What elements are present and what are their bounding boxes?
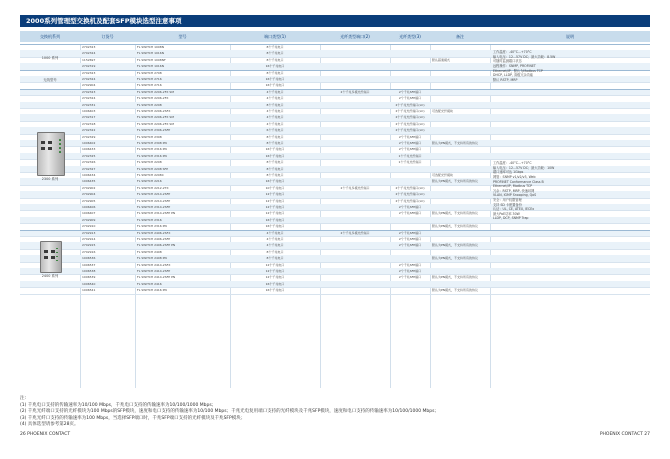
rj45-port [48,141,52,144]
table-cell: 16个千兆电口 [265,64,285,69]
table-cell: FL SWITCH 2206-2FX SM [137,89,174,94]
spec-line: Ethernet/IP，默认为Modbus TCP [493,68,543,73]
table-cell: 默认为PN模式，不支持所有的协议 [432,141,479,145]
table-cell: 8个千兆电口 [266,134,284,139]
table-cell: 1006402 [82,141,96,145]
table-cell: FL SWITCH 2206-2SFX [137,109,171,113]
rj45-port [51,250,55,253]
table-cell: 默认超速模式 [432,57,451,62]
rj45-port [41,141,45,144]
table-cell: 2个千兆SFP端口 [398,262,422,267]
spec-line: 默认 RSTP, MRP [493,77,518,82]
table-cell: 8个千兆电口 [266,51,284,56]
spec-description [493,50,555,82]
table-cell: FL SWITCH 2316 PN [137,147,167,152]
table-cell: 8个千兆电口 [266,102,284,107]
table-cell: FL SWITCH 2212-2TX [137,185,169,190]
column-header: 型号 [178,34,187,39]
table-cell: 默认为PN模式，不支持所有的协议 [432,243,479,248]
table-cell: 1006538 [82,269,96,273]
table-cell: 4个千兆电口 [266,230,284,235]
spec-line: 冗余：RSTP, MRP, 快速环网 [493,188,535,193]
table-cell: 2702909 [82,217,96,222]
table-cell: 1006407 [82,211,96,216]
table-cell: 4个千兆电口 [266,109,284,113]
table-cell: 2702915 [82,243,96,248]
table-cell: 12个千兆电口 [265,192,285,197]
table-cell: 2个千兆光纤端口(LC) [395,109,425,113]
table-cell: 2个千兆SFP端口 [398,96,422,101]
table-cell: 4个千兆电口 [266,89,284,94]
table-cell: 可选配光纤模块 [432,109,454,113]
table-cell: 4个千兆电口 [266,115,284,120]
table-cell: FL SWITCH 2414-2SFP [137,269,171,273]
table-cell: 2702914 [82,237,96,241]
table-cell: FL SWITCH 1016N [137,51,164,56]
table-cell: 2702916 [82,249,96,254]
column-header: 端口类型(1) [264,34,286,39]
note-1: (1) 千兆电口支持的传输速率为10/100 Mbps，千兆电口支持的传输速率为10/100/1000 Mbps； [20,402,217,408]
table-cell: 2个千兆SFP端口 [398,269,422,273]
table-cell: 12个千兆电口 [265,275,285,280]
group-separator [20,44,650,45]
series-label: 2300 系列 [41,177,59,182]
table-cell: FL SWITCH 2416 [137,281,162,286]
table-cell: 16个千兆电口 [265,281,285,286]
group-separator [20,89,650,90]
rj45-port [44,250,48,253]
table-cell: 2个千兆光纤端口(LC) [395,198,425,203]
table-cell: 1个千兆光纤端口 [398,153,422,158]
table-cell: 2702329 [82,134,96,139]
page-title: 2000系列管理型交换机及配套SFP模块选型注意事项 [26,17,182,25]
table-cell: 6个千兆电口 [266,128,284,133]
table-cell: 2个千兆SFP端口 [398,237,422,241]
table-cell: FL SWITCH 2716 [137,77,162,81]
spec-line: LLDP, DCP, SNMP Trap [493,216,529,221]
table-cell: 1006536 [82,256,96,261]
spec-line: 输入电压：12...57V DC；最大功耗：10W [493,165,555,170]
table-cell: 默认为PN模式，不支持所有的协议 [432,224,479,229]
table-cell: 1006537 [82,262,96,267]
table-cell: 默认为PN模式，不支持所有的协议 [432,211,479,216]
table-cell: FL SWITCH 2316 [137,217,162,222]
table-cell: FL SWITCH 2316 PN [137,224,167,229]
table-cell: 2个千兆SFP端口 [398,243,422,248]
table-cell: 4个千兆电口 [266,96,284,101]
table-cell: 2702317 [82,115,96,120]
table-cell: FL SWITCH 1008N [137,45,164,49]
spec-line: 远程操作：SNMP, PROFINET [493,64,536,69]
table-cell: FL SWITCH 2406-2SFP PN [137,243,176,248]
table-cell: 12个千兆电口 [265,198,285,203]
table-cell: 2702324 [82,77,96,81]
table-cell: 8个千兆电口 [266,45,284,49]
table-cell: FL SWITCH 2408 [137,249,162,254]
table-cell: FL SWITCH 2314-2SFP PN [137,211,176,216]
table-cell: FL SWITCH 2206-2FX SM [137,121,174,126]
table-cell: 16个千兆电口 [265,288,285,293]
footer-right: PHOENIX CONTACT 27 [599,432,650,437]
table-cell: 8个千兆电口 [266,166,284,171]
table-cell: 默认为PN模式，不支持所有的协议 [432,256,479,261]
table-cell: 1006540 [82,281,96,286]
table-cell: 2个千兆光纤端口(LC) [395,115,425,120]
column-header: 光纤类型(3) [399,34,421,39]
table-cell: 12个千兆电口 [265,262,285,267]
spec-line: 输入电压：12...57V DC；最大功耗：8.5W [493,54,556,59]
table-cell: FL SWITCH 1008NF [137,57,166,62]
table-cell: 16个千兆电口 [265,153,285,158]
table-cell: 2个千兆SFP端口 [398,275,422,280]
table-cell: 2个千兆SFP端口 [398,211,422,216]
table-cell: FL SWITCH 2414-2SFX [137,262,171,267]
table-cell: 1006539 [82,275,96,280]
table-cell: 16个千兆电口 [265,77,285,81]
spec-line: 工作温度：-40°C...+70°C [493,161,532,166]
table-cell: FL SWITCH 2316 PN [137,153,167,158]
rj45-port [48,147,52,150]
table-cell: 2702323 [82,45,96,49]
table-cell: 默认为PN模式，不支持所有的协议 [432,275,479,280]
note-2: (2) 千兆光纤端口支持的光纤模块为100 Mbps的SFP模块，速度和电口支持的传输速率为10/100 Mbps；千兆光电复用端口支持的光纤模块及千兆SFP模块，速度和电口支持的传输速率为10/100/1000 Mbps； [20,409,439,415]
table-cell: 8个千兆电口 [266,70,284,75]
switch-large-icon [37,132,65,176]
table-cell: 2个千兆光纤端口(LC) [395,121,425,126]
column-header: 说明 [566,34,574,39]
table-cell: 2个千兆SFP端口 [398,134,422,139]
spec-line: 可随时监测端口状态 [493,59,522,64]
status-led [59,139,61,141]
status-led [59,143,61,145]
table-cell: 1152697 [82,57,96,62]
table-cell: FL SWITCH 2214-2SFP [137,192,171,197]
table-cell: 2702323 [82,89,96,94]
table-cell: FL SWITCH 2208C [137,173,164,177]
table-cell: 8个千兆电口 [266,160,284,165]
table-cell: 16个千兆电口 [265,179,285,184]
table-cell: 2702902 [82,185,96,190]
table-cell: FL SWITCH 2716 [137,83,162,88]
table-cell: 4个千兆电口 [266,243,284,248]
table-cell: 2个千兆SFP端口 [398,205,422,209]
table-cell: FL SWITCH 2216 [137,179,162,184]
spec-line: 安全：用户权限管理 [493,198,522,203]
table-cell: FL SWITCH 2414-2SFP PN [137,275,176,280]
column-header: 光纤类型端口(2) [340,34,370,39]
table-cell: 1个千兆光纤端口 [398,160,422,165]
table-cell: 2个千兆多模光纤端口 [340,89,370,94]
status-led [56,252,58,254]
table-cell: 1006435 [82,179,96,184]
table-cell: 16个千兆电口 [265,147,285,152]
spec-line: 工作温度：-40°C...+70°C [493,50,532,55]
selection-table [20,44,650,388]
table-cell: 16个千兆电口 [265,83,285,88]
spec-line: 支持 SD 卡配置备份 [493,202,522,207]
table-cell: FL SWITCH 2206-2FX [137,96,169,101]
table-cell: FL SWITCH 2308 [137,134,162,139]
table-cell: 可选配光纤模块 [432,173,454,177]
table-cell: FL SWITCH 1016N [137,64,164,69]
status-led [59,147,61,149]
table-cell: 2个千兆多模光纤端口 [340,185,370,190]
table-cell: 2个千兆SFP端口 [398,89,422,94]
table-cell: 2702913 [82,230,96,235]
table-cell: 2702910 [82,224,96,229]
table-cell: 2702319 [82,64,96,69]
column-header: 备注 [456,34,464,39]
table-cell: 默认为PN模式，不支持所有的协议 [432,179,479,184]
table-cell: FL SWITCH 2406-2SFX [137,230,171,235]
table-cell: 1006406 [82,205,96,209]
group-separator [20,230,650,231]
switch-small-icon [40,241,62,273]
table-cell: 2个千兆光纤端口(LC) [395,102,425,107]
table-cell: FL SWITCH 2308 PN [137,141,167,145]
table-cell: 10个千兆电口 [265,185,285,190]
table-cell: 1006433 [82,147,96,152]
table-cell: 8个千兆电口 [266,249,284,254]
status-led [56,260,58,262]
spec-description [493,161,554,221]
table-cell: 12个千兆电口 [265,269,285,273]
table-cell: 2702904 [82,83,96,88]
table-cell: 8个千兆电口 [266,173,284,177]
table-cell: 16个千兆电口 [265,217,285,222]
row-divider [20,294,650,295]
table-cell: 默认为PN模式，不支持所有的协议 [432,288,479,293]
table-cell: FL SWITCH 2214-2SFP [137,198,171,203]
table-cell: 2702322 [82,128,96,133]
table-cell: 12个千兆电口 [265,211,285,216]
footnotes [20,396,650,429]
status-led [56,256,58,258]
table-cell: 2个千兆光纤端口(LC) [395,185,425,190]
table-cell: FL SWITCH 2208 [137,160,162,165]
table-cell: FL SWITCH 2416 PN [137,288,167,293]
table-cell: FL SWITCH 2206-2FX SM [137,115,174,120]
spec-line: PROFINET Conformance Class B [493,179,544,184]
note-3: (3) 千兆光纤口支持的传输速率为100 Mbps，当选择SFP端口时，千兆SFP端口支持的光纤模块及千兆SFP模块； [20,415,246,421]
table-cell: FL SWITCH 2408 PN [137,256,167,261]
table-cell: 2个千兆光纤端口(LC) [395,128,425,133]
spec-line: Ethernet/IP, Modbus TCP [493,184,533,189]
table-cell: 2个千兆多模光纤端口 [340,230,370,235]
table-cell: 2个千兆光纤端口(LC) [395,192,425,197]
table-cell: 2702327 [82,166,96,171]
table-cell: 8个千兆电口 [266,57,284,62]
table-cell: 8个千兆电口 [266,256,284,261]
table-cell: 2702323 [82,70,96,75]
table-cell: 2个千兆SFP端口 [398,230,422,235]
spec-line: 网管：SNMP v1/v2/v3, Web [493,175,536,180]
table-cell: 2702331 [82,102,96,107]
spec-line: VLAN, IGMP Snooping, QoS [493,193,537,198]
footer-left: 26 PHOENIX CONTACT [20,432,71,437]
table-cell: 8个千兆电口 [266,141,284,145]
table-cell: 2702324 [82,51,96,56]
group-separator [20,70,650,71]
table-cell: 12个千兆电口 [265,205,285,209]
spec-line: 端口速率可达 1Gbps [493,170,524,175]
table-cell: 2702318 [82,121,96,126]
table-cell: FL SWITCH 2708 [137,70,162,75]
notes-label: 注: [20,396,27,401]
table-cell: 2个千兆SFP端口 [398,147,422,152]
table-cell: 16个千兆电口 [265,224,285,229]
note-4: (4) 具体选型请参考第28页。 [20,422,79,428]
status-led [56,248,58,250]
table-cell: 1006541 [82,288,96,293]
table-cell: FL SWITCH 2306-2SFP [137,128,171,133]
spec-line: 认证：UL, CE, ATEX, IECEx [493,207,535,212]
table-cell: 2702326 [82,160,96,165]
table-cell: 2702905 [82,198,96,203]
rj45-port [51,256,55,259]
rj45-port [41,147,45,150]
table-cell: 1006434 [82,173,96,177]
table-cell: 2702325 [82,153,96,158]
table-cell: 2702904 [82,192,96,197]
series-label: 1000 系列 [41,55,59,60]
status-led [59,151,61,153]
spec-line: 最大PoE功率 30W [493,211,520,216]
table-cell: 2个千兆SFP端口 [398,141,422,145]
table-cell: 1006403 [82,109,96,113]
table-cell: FL SWITCH 2314-2SFP [137,205,171,209]
table-cell: 4个千兆电口 [266,237,284,241]
column-header: 订货号 [101,34,114,39]
column-header: 交换机系列 [40,34,60,39]
table-cell: FL SWITCH 2406-2SFP [137,237,171,241]
series-label: 2400 系列 [41,273,59,278]
series-label: 无线型号 [43,78,57,83]
rj45-port [44,256,48,259]
table-cell: 2702324 [82,96,96,101]
table-cell: FL SWITCH 2208 [137,102,162,107]
table-cell: FL SWITCH 2208 SFP [137,166,169,171]
table-cell: 4个千兆电口 [266,121,284,126]
spec-line: DHCP, LLDP, 高级冗余功能 [493,73,534,78]
